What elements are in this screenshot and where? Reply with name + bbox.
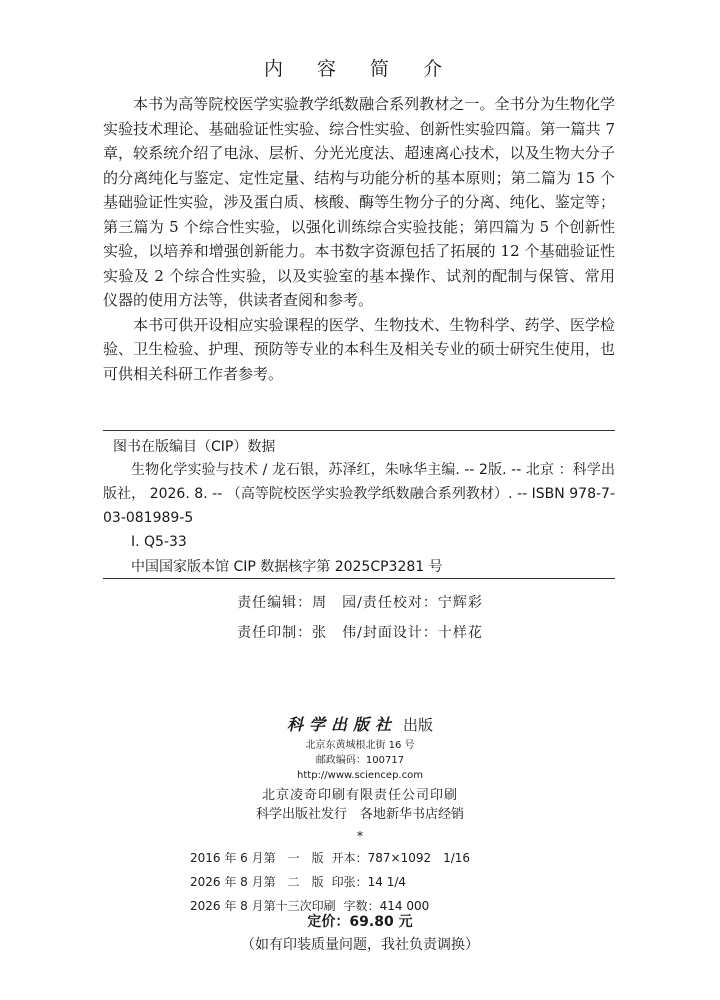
publisher-address: 北京东黄城根北街 16 号 xyxy=(305,740,415,751)
cip-description: 生物化学实验与技术 / 龙石银，苏泽红，朱咏华主编. -- 2版. -- 北京 ：科学出版社， 2026. 8. -- （高等院校医学实验教学纸数融合系列教材）. -- ISBN 978-7-03-081989-5 xyxy=(103,462,615,526)
edition-spec: 印张：14 1/4 xyxy=(331,875,407,889)
content-summary xyxy=(103,92,615,386)
publisher-line xyxy=(0,712,720,738)
cip-record-number: 中国国家版本馆 CIP 数据核字第 2025CP3281 号 xyxy=(131,559,443,575)
edition-spec: 字数：414 000 xyxy=(343,899,430,913)
editor-line-1: 责任编辑：周 园/责任校对：宁辉彩 xyxy=(237,595,483,611)
publisher-info xyxy=(0,712,720,845)
edition-spec: 开本：787×1092 1/16 xyxy=(331,851,471,865)
publisher-logo: 科学出版社 xyxy=(286,715,397,734)
publisher-website: http://www.sciencep.com xyxy=(297,770,423,781)
cip-heading: 图书在版编目（CIP）数据 xyxy=(113,439,276,455)
edition-row xyxy=(190,870,550,894)
page-title: 内 容 简 介 xyxy=(263,58,457,80)
summary-paragraph-2: 本书可供开设相应实验课程的医学、生物技术、生物科学、药学、医学检验、卫生检验、护理、预防等专业的本科生及相关专业的硕士研究生使用，也可供相关科研工作者参考。 xyxy=(103,315,615,383)
edition-row xyxy=(190,846,550,870)
distribution-info: 科学出版社发行 各地新华书店经销 xyxy=(255,807,464,822)
cip-classification: Ⅰ. Q5-33 xyxy=(131,534,187,550)
printer-name: 北京凌奇印刷有限责任公司印刷 xyxy=(261,788,458,803)
price: 定价：69.80 元 xyxy=(307,914,413,930)
edition-date: 2016 年 6 月第 一 版 xyxy=(190,851,324,865)
cip-block xyxy=(103,436,615,580)
quality-notice: （如有印装质量问题，我社负责调换） xyxy=(241,937,479,953)
separator-star: * xyxy=(357,829,363,843)
publisher-postcode: 邮政编码：100717 xyxy=(315,755,405,766)
summary-paragraph-1: 本书为高等院校医学实验教学纸数融合系列教材之一。全书分为生物化学实验技术理论、基础验证性实验、综合性实验、创新性实验四篇。第一篇共 7 章，较系统介绍了电泳、层析、分光光度法、超速离心技术，以及生物大分子的分离纯化与鉴定、定性定量、结构与功能分析的基本原则；第二篇为 15 个基础验证性实验，涉及蛋白质、核酸、酶等生物分子的分离、纯化、鉴定等；第三篇为 5 个综合性实验，以强化训练综合实验技能；第四篇为 5 个创新性实验，以培养和增强创新能力。本书数字资源包括了拓展的 12 个基础验证性实验及 2 个综合性实验，以及实验室的基本操作、试剂的配制与保管、常用仪器的使用方法等，供读者查阅和参考。 xyxy=(103,95,615,309)
edition-date: 2026 年 8 月第十三次印刷 xyxy=(190,899,336,913)
publisher-suffix: 出版 xyxy=(403,716,434,734)
edition-date: 2026 年 8 月第 二 版 xyxy=(190,875,324,889)
editorial-credits xyxy=(0,588,720,648)
edition-info xyxy=(190,846,550,918)
cip-top-divider xyxy=(103,430,615,431)
cip-bottom-divider xyxy=(103,578,615,579)
editor-line-2: 责任印制：张 伟/封面设计：十样花 xyxy=(237,625,483,641)
